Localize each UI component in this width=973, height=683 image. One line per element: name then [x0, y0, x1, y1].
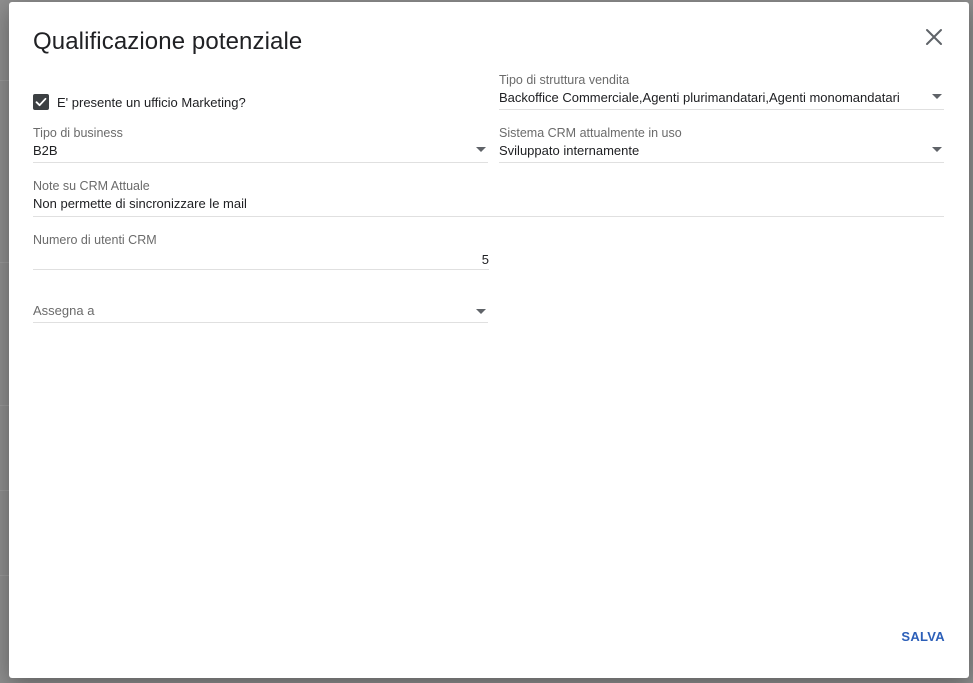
- crm-notes-field[interactable]: [33, 179, 944, 217]
- crm-notes-label: Note su CRM Attuale: [33, 179, 150, 193]
- assign-to-placeholder: Assegna a: [33, 303, 95, 318]
- background-divider: [0, 80, 9, 81]
- sales-structure-select[interactable]: [499, 73, 944, 110]
- dropdown-caret-icon: [932, 94, 942, 99]
- save-button[interactable]: SALVA: [901, 629, 945, 644]
- marketing-checkbox-label: E' presente un ufficio Marketing?: [57, 94, 246, 110]
- dropdown-caret-icon: [932, 147, 942, 152]
- background-divider: [0, 405, 9, 406]
- crm-users-value: 5: [481, 252, 489, 267]
- crm-system-value: Sviluppato internamente: [499, 143, 640, 158]
- crm-notes-value: Non permette di sincronizzare le mail: [33, 196, 247, 211]
- business-type-select[interactable]: [33, 126, 488, 163]
- business-type-value: B2B: [33, 143, 58, 158]
- dropdown-caret-icon: [476, 147, 486, 152]
- crm-users-field[interactable]: [33, 233, 489, 270]
- business-type-label: Tipo di business: [33, 126, 123, 140]
- qualification-dialog: [9, 2, 969, 678]
- sales-structure-value: Backoffice Commerciale,Agenti plurimandatari,Agenti monomandatari: [499, 90, 900, 105]
- marketing-checkbox[interactable]: [33, 94, 49, 110]
- dialog-title: Qualificazione potenziale: [33, 28, 303, 55]
- crm-system-select[interactable]: [499, 126, 944, 163]
- background-divider: [0, 575, 9, 576]
- sales-structure-label: Tipo di struttura vendita: [499, 73, 630, 87]
- crm-system-label: Sistema CRM attualmente in uso: [499, 126, 682, 140]
- assign-to-select[interactable]: [33, 293, 488, 323]
- marketing-checkbox-row[interactable]: [33, 93, 246, 111]
- background-divider: [0, 490, 9, 491]
- close-button[interactable]: [923, 26, 945, 48]
- background-divider: [0, 262, 9, 263]
- crm-users-label: Numero di utenti CRM: [33, 233, 157, 247]
- checkmark-icon: [35, 96, 47, 108]
- dropdown-caret-icon: [476, 309, 486, 314]
- close-icon: [923, 26, 945, 48]
